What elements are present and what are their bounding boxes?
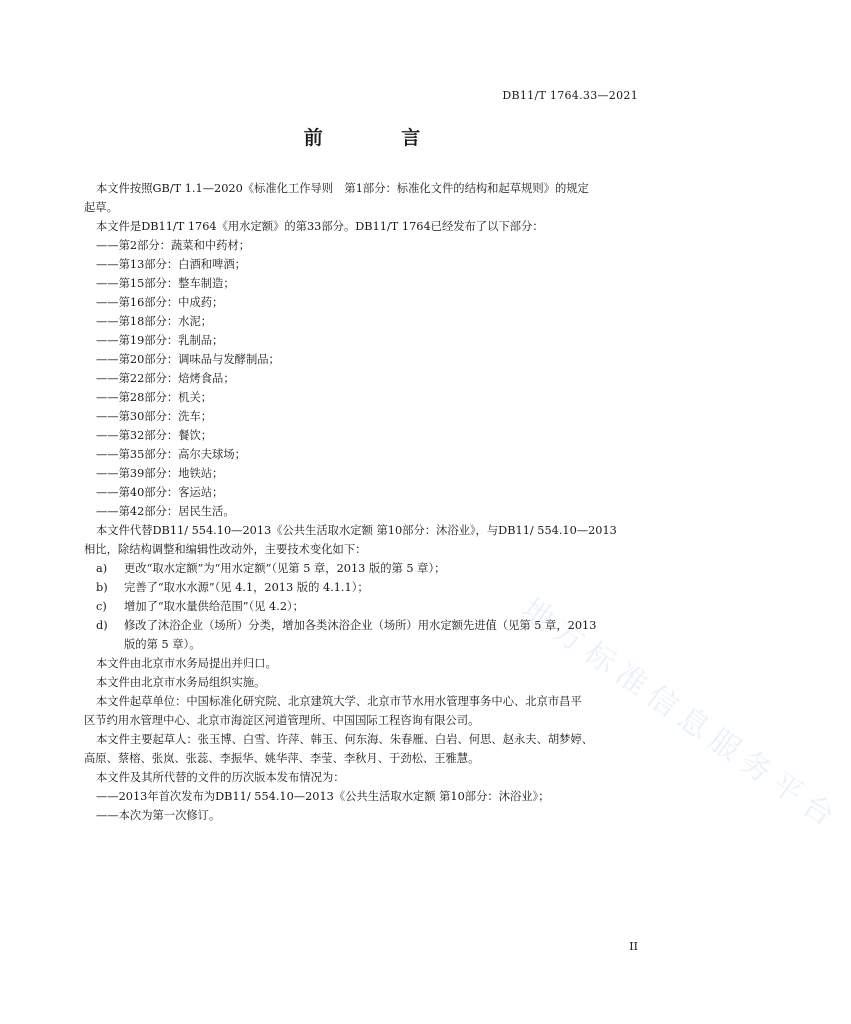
change-text xyxy=(124,616,641,654)
list-item: ——第40部分：客运站； xyxy=(96,486,224,499)
paragraph-part-info: 本文件是DB11/T 1764《用水定额》的第33部分。DB11/T 1764已经发布了以下部分： xyxy=(96,220,544,233)
paragraph-basis-line2: 起草。 xyxy=(84,201,118,214)
change-text: 增加了“取水量供给范围”（见 4.2）； xyxy=(124,600,304,613)
change-item-d xyxy=(96,616,641,654)
change-item-b xyxy=(96,578,641,597)
document-body xyxy=(84,179,641,825)
page-number: II xyxy=(629,940,638,953)
paragraph-drafters-line2: 高原、蔡榕、张岚、张蕊、李振华、姚华萍、李莹、李秋月、于劲松、王雅慧。 xyxy=(84,752,480,765)
list-item: ——第13部分：白酒和啤酒； xyxy=(96,258,246,271)
paragraph-replacement-line1: 本文件代替DB11/ 554.10—2013《公共生活取水定额 第10部分：沐浴业》，与DB11/ 554.10—2013 xyxy=(96,524,617,537)
list-item: ——第35部分：高尔夫球场； xyxy=(96,448,246,461)
paragraph-drafting-units-line2: 区节约用水管理中心、北京市海淀区河道管理所、中国国际工程咨询有限公司。 xyxy=(84,714,480,727)
history-item: ——2013年首次发布为DB11/ 554.10—2013《公共生活取水定额 第10部分：沐浴业》； xyxy=(96,790,550,803)
list-item: ——第19部分：乳制品； xyxy=(96,334,224,347)
change-text-line1: 修改了沐浴企业（场所）分类，增加各类沐浴企业（场所）用水定额先进值（见第 5 章，2013 xyxy=(124,619,597,632)
list-item: ——第39部分：地铁站； xyxy=(96,467,224,480)
list-item: ——第2部分：蔬菜和中药材； xyxy=(96,239,251,252)
standard-code: DB11/T 1764.33—2021 xyxy=(502,89,638,102)
list-item: ——第15部分：整车制造； xyxy=(96,277,235,290)
page-title: 前 言 xyxy=(303,127,457,149)
list-item: ——第22部分：焙烤食品； xyxy=(96,372,235,385)
paragraph-implementer: 本文件由北京市水务局组织实施。 xyxy=(96,676,266,689)
paragraph-proposer: 本文件由北京市水务局提出并归口。 xyxy=(96,657,277,670)
change-item-a xyxy=(96,559,641,578)
paragraph-basis-line1: 本文件按照GB/T 1.1—2020《标准化工作导则 第1部分：标准化文件的结构和起草规则》的规定 xyxy=(96,182,589,195)
change-text-line2: 版的第 5 章）。 xyxy=(124,638,201,651)
list-item: ——第20部分：调味品与发酵制品； xyxy=(96,353,280,366)
paragraph-drafters-line1: 本文件主要起草人：张玉博、白雪、许萍、韩玉、何东海、朱春雁、白岩、何思、赵永夫、胡梦婷、 xyxy=(96,733,594,746)
list-item: ——第28部分：机关； xyxy=(96,391,213,404)
history-item: ——本次为第一次修订。 xyxy=(96,809,221,822)
change-text: 更改“取水定额”为“用水定额”（见第 5 章，2013 版的第 5 章）； xyxy=(124,562,446,575)
paragraph-drafting-units-line1: 本文件起草单位：中国标准化研究院、北京建筑大学、北京市节水用水管理事务中心、北京市昌平 xyxy=(96,695,582,708)
change-mark: d) xyxy=(96,619,108,632)
list-item: ——第16部分：中成药； xyxy=(96,296,224,309)
change-mark: a) xyxy=(96,562,108,575)
paragraph-replacement-line2: 相比，除结构调整和编辑性改动外，主要技术变化如下： xyxy=(84,543,367,556)
list-item: ——第32部分：餐饮； xyxy=(96,429,213,442)
change-mark: c) xyxy=(96,600,107,613)
paragraph-history-intro: 本文件及其所代替的文件的历次版本发布情况为： xyxy=(96,771,345,784)
change-item-c xyxy=(96,597,641,616)
list-item: ——第30部分：洗车； xyxy=(96,410,213,423)
list-item: ——第18部分：水泥； xyxy=(96,315,213,328)
watermark: 地方标准信息服务平台 xyxy=(515,591,847,839)
change-text: 完善了“取水水源”（见 4.1，2013 版的 4.1.1）； xyxy=(124,581,369,594)
change-mark: b) xyxy=(96,581,108,594)
list-item: ——第42部分：居民生活。 xyxy=(96,505,235,518)
